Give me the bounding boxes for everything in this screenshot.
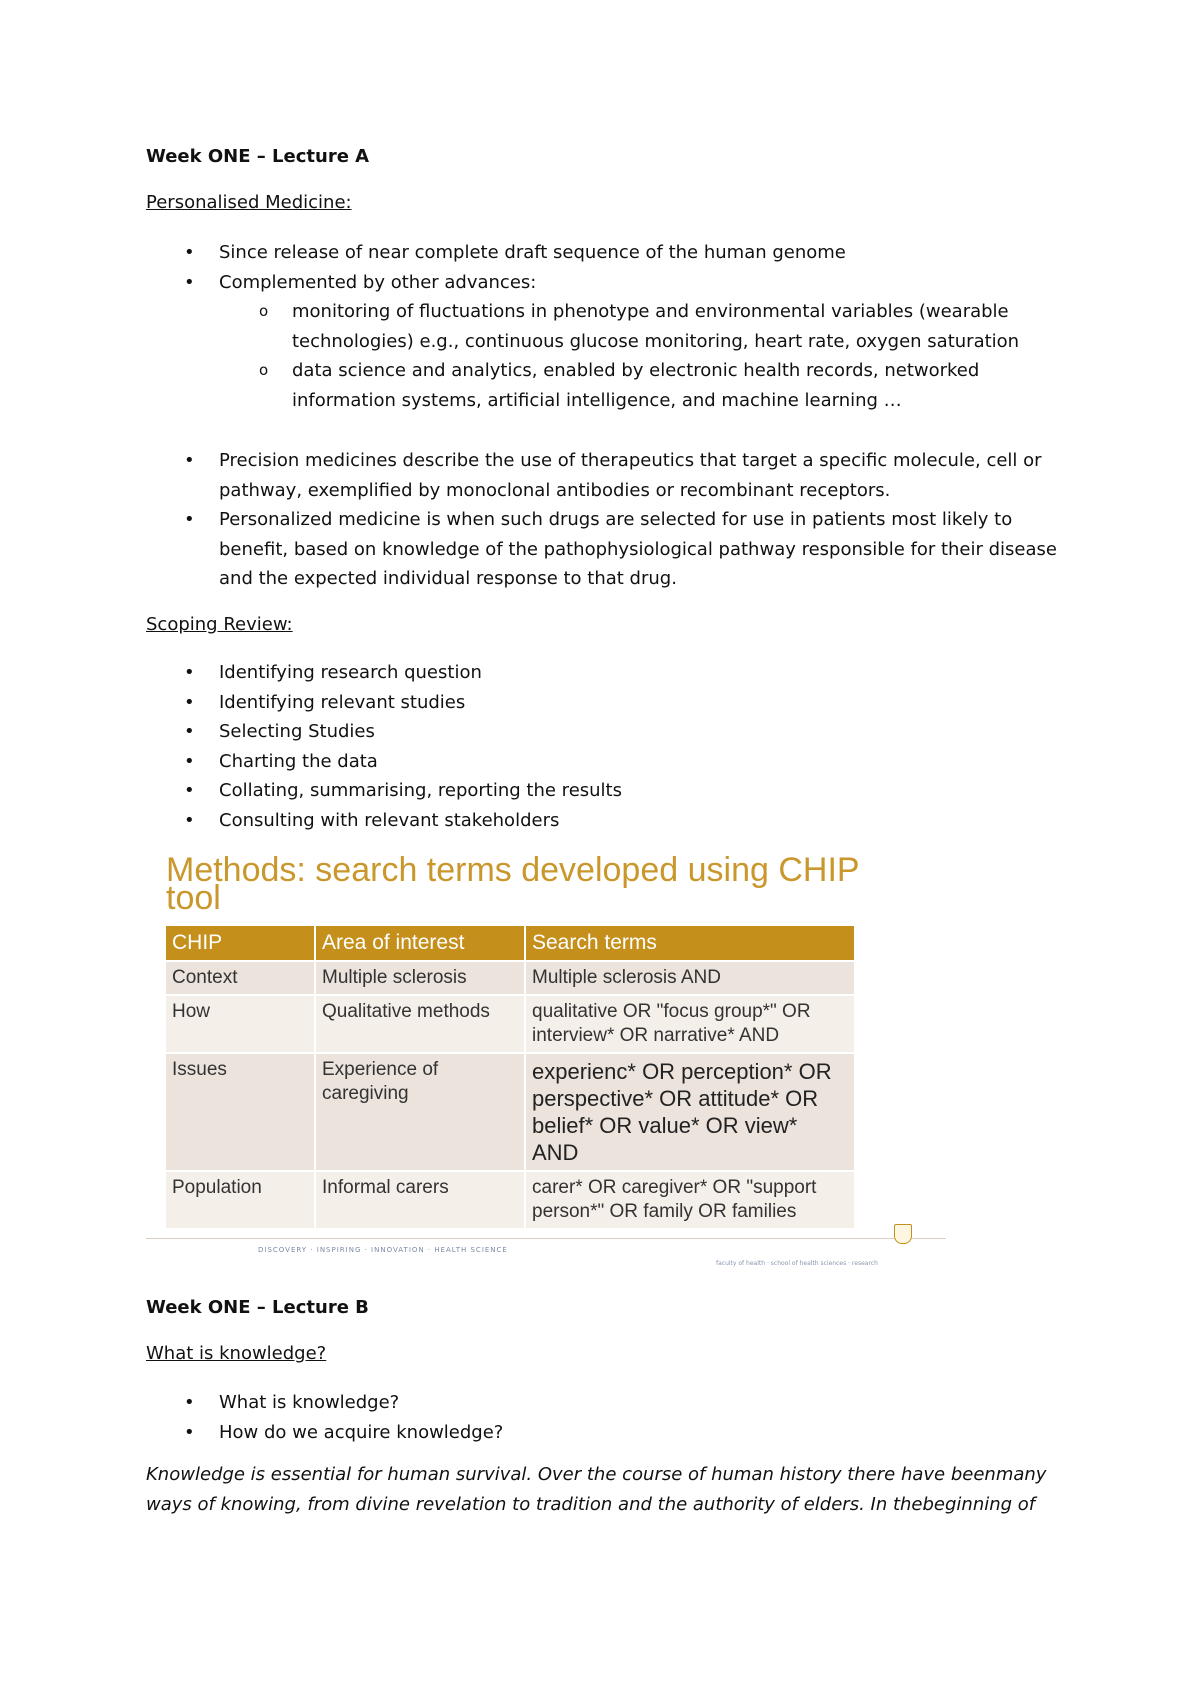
- sub-list: [146, 297, 1066, 415]
- table-row: [166, 1053, 855, 1171]
- scoping-review-list: [146, 658, 1066, 835]
- list-item-text: Complemented by other advances:: [219, 271, 537, 293]
- personalised-medicine-list: [146, 238, 1066, 415]
- precision-medicine-list: [146, 446, 1066, 594]
- slide-footer-right: faculty of health · school of health sciences · research: [716, 1260, 878, 1267]
- personalised-medicine-title: Personalised Medicine:: [146, 192, 352, 213]
- sub-list-item: o monitoring of fluctuations in phenotype and environmental variables (wearable technologies) e.g., continuous glucose monitoring, heart rate, oxygen saturation: [219, 297, 1066, 356]
- knowledge-list: [146, 1388, 1066, 1447]
- sub-list-item: o data science and analytics, enabled by electronic health records, networked information systems, artificial intelligence, and machine learning …: [219, 356, 1066, 415]
- table-row: [166, 995, 855, 1053]
- table-cell: experienc* OR perception* OR perspective* OR attitude* OR belief* OR value* OR view* AND: [525, 1053, 855, 1171]
- table-header-row: [166, 926, 855, 961]
- list-item: • Identifying relevant studies: [146, 688, 1066, 718]
- slide-footer-divider: [146, 1238, 946, 1239]
- table-cell: qualitative OR "focus group*" OR interview* OR narrative* AND: [525, 995, 855, 1053]
- table-cell: Multiple sclerosis AND: [525, 961, 855, 995]
- table-cell: Population: [166, 1171, 315, 1228]
- list-item: • Identifying research question: [146, 658, 1066, 688]
- slide-image: [146, 850, 946, 1270]
- what-is-knowledge-title: What is knowledge?: [146, 1343, 327, 1364]
- list-item: • Collating, summarising, reporting the results: [146, 776, 1066, 806]
- list-item: • Selecting Studies: [146, 717, 1066, 747]
- list-item: • Personalized medicine is when such drugs are selected for use in patients most likely to benefit, based on knowledge of the pathophysiological pathway responsible for their disease and the expected individual response to that drug.: [146, 505, 1066, 594]
- table-cell: Issues: [166, 1053, 315, 1171]
- table-row: [166, 1171, 855, 1228]
- knowledge-paragraph: Knowledge is essential for human survival. Over the course of human history there have beenmany ways of knowing, from divine revelation to tradition and the authority of elders. In thebeginning of: [146, 1464, 1047, 1515]
- table-cell: Informal carers: [315, 1171, 525, 1228]
- chip-table: [166, 926, 856, 1228]
- list-item: [146, 268, 1066, 416]
- list-item: • Charting the data: [146, 747, 1066, 777]
- table-row: [166, 961, 855, 995]
- list-item: • How do we acquire knowledge?: [146, 1418, 1066, 1448]
- slide-footer-left: DISCOVERY · INSPIRING · INNOVATION · HEALTH SCIENCE: [258, 1246, 508, 1254]
- table-cell: Qualitative methods: [315, 995, 525, 1053]
- table-cell: Multiple sclerosis: [315, 961, 525, 995]
- table-cell: Context: [166, 961, 315, 995]
- list-item: • What is knowledge?: [146, 1388, 1066, 1418]
- table-cell: carer* OR caregiver* OR "support person*" OR family OR families: [525, 1171, 855, 1228]
- column-header: Area of interest: [315, 926, 525, 961]
- scoping-review-title: Scoping Review:: [146, 614, 293, 635]
- lecture-b-heading: Week ONE – Lecture B: [146, 1297, 369, 1318]
- list-item: • Consulting with relevant stakeholders: [146, 806, 1066, 836]
- university-crest-icon: [894, 1224, 912, 1244]
- list-item: • Precision medicines describe the use of therapeutics that target a specific molecule, cell or pathway, exemplified by monoclonal antibodies or recombinant receptors.: [146, 446, 1066, 505]
- column-header: CHIP: [166, 926, 315, 961]
- table-cell: How: [166, 995, 315, 1053]
- column-header: Search terms: [525, 926, 855, 961]
- slide-title: Methods: search terms developed using CHIP tool: [166, 851, 859, 917]
- table-cell: Experience of caregiving: [315, 1053, 525, 1171]
- list-item: • Since release of near complete draft sequence of the human genome: [146, 238, 1066, 268]
- lecture-a-heading: Week ONE – Lecture A: [146, 146, 370, 167]
